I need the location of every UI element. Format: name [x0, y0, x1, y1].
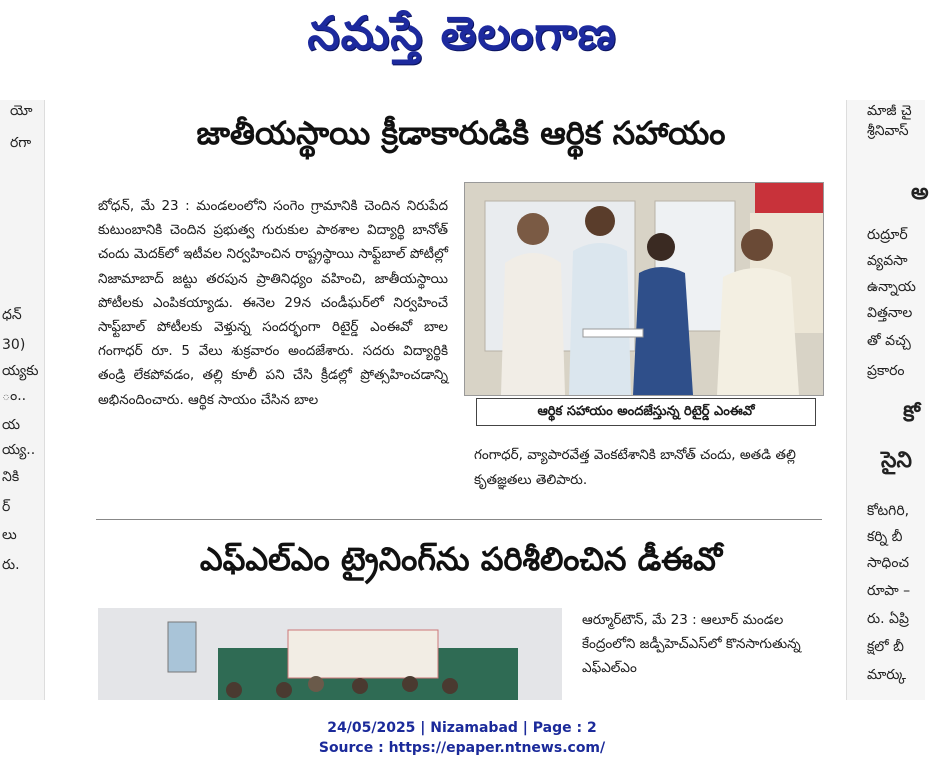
left-fragment: రు. — [2, 557, 20, 573]
right-fragment: తో వచ్చ — [867, 333, 911, 349]
right-fragment: రూపా – — [867, 583, 911, 599]
left-adjacent-column — [0, 100, 45, 700]
right-fragment: కర్ని బీ — [867, 529, 903, 545]
section-divider — [96, 519, 822, 520]
left-fragment: య్యకు — [2, 363, 39, 379]
right-fragment: అ — [911, 180, 929, 205]
right-fragment: సాధించ — [867, 555, 910, 571]
left-fragment: 30) — [2, 337, 26, 353]
article1-headline: జాతీయస్థాయి క్రీడాకారుడికి ఆర్థిక సహాయం — [196, 114, 726, 152]
right-fragment: ప్రకారం — [867, 363, 905, 379]
right-fragment: వ్యవసా — [867, 253, 908, 269]
right-fragment: శ్రీనివాస్ — [867, 123, 909, 139]
left-fragment: ధన్ — [2, 307, 22, 323]
article1-continuation: గంగాధర్, వ్యాపారవేత్త వెంకటేశానికి బానోత్ చందు, అతడి తల్లి కృతజ్ఞతలు తెలిపారు. — [474, 447, 796, 488]
right-fragment: కోటగిరి, — [867, 503, 910, 519]
right-fragment: ఉన్నాయ — [867, 279, 916, 295]
main-column — [76, 100, 846, 700]
left-fragment: ం.. — [2, 388, 27, 404]
article1-body: బోధన్, మే 23 : మండలంలోని సంగెం గ్రామానికి చెందిన నిరుపేద కుటుంబానికి చెందిన ప్రభుత్వ గురుకుల పాఠశాల విద్యార్థి బానోత్ చందు మెదక్‌లో ఇటీవల నిర్వహించిన రాష్ట్రస్థాయి సాఫ్ట్‌బాల్ పోటీల్లో నిజామాబాద్ జట్టు తరపున ప్రాతినిధ్యం వహించి, జాతీయస్థాయి పోటీలకు ఎంపికయ్యాడు. ఈనెల 29న చండీఘర్‌లో నిర్వహించే సాఫ్ట్‌బాల్ పోటీలకు వెళ్తున్న సందర్భంగా రిటైర్డ్ ఎంఈవో బాల గంగాధర్ రూ. 5 వేలు శుక్రవారం అందజేశారు. సదరు విద్యార్థికి తండ్రి లేకపోవడం, తల్లి కూలీ పని చేసి క్రీడల్లో ప్రోత్సహించడాన్ని అభినందించారు. ఆర్థిక సాయం చేసిన బాల — [98, 198, 448, 408]
edition-info: 24/05/2025 | Nizamabad | Page : 2 — [327, 720, 597, 736]
right-fragment: విత్తనాల — [867, 305, 913, 321]
page-footer — [0, 700, 924, 781]
source-link[interactable]: Source : https://epaper.ntnews.com/ — [318, 740, 606, 756]
right-fragment: క్షలో బీ — [867, 639, 904, 655]
masthead — [0, 0, 924, 90]
article2-headline: ఎఫ్‌ఎల్‌ఎం ట్రైనింగ్‌ను పరిశీలించిన డీఈవో — [199, 540, 723, 578]
right-fragment: సైని — [881, 448, 912, 473]
left-fragment: ర్ — [2, 499, 11, 515]
article2-body: ఆర్మూర్‌టౌన్, మే 23 : ఆలూర్ మండల కేంద్రంలోని జడ్పీహెచ్ఎస్‌లో కొనసాగుతున్న ఎఫ్‌ఎల్‌ఎం — [582, 612, 801, 676]
right-fragment: మాజీ చై — [867, 103, 912, 119]
newspaper-logo: నమస్తే తెలంగాణ — [307, 6, 617, 60]
right-adjacent-column — [846, 100, 929, 700]
left-fragment: య్య.. — [2, 442, 36, 458]
handover-photo-illustration — [465, 183, 823, 395]
classroom-photo-illustration — [98, 608, 562, 700]
left-fragment: రగా — [10, 135, 32, 151]
right-fragment: రుద్రూర్ — [867, 227, 908, 243]
right-fragment: కో — [903, 402, 920, 427]
right-fragment: రు. ఏప్రి — [867, 611, 909, 627]
left-fragment: లు — [2, 527, 17, 543]
right-fragment: మార్కు — [867, 667, 907, 683]
article1-photo — [464, 182, 824, 396]
article2-photo — [98, 608, 562, 700]
left-fragment: యో — [10, 103, 33, 119]
left-fragment: నికి — [2, 469, 20, 485]
left-fragment: య — [2, 417, 21, 433]
article1-photo-caption: ఆర్థిక సహాయం అందజేస్తున్న రిటైర్డ్ ఎంఈవో — [476, 398, 816, 426]
